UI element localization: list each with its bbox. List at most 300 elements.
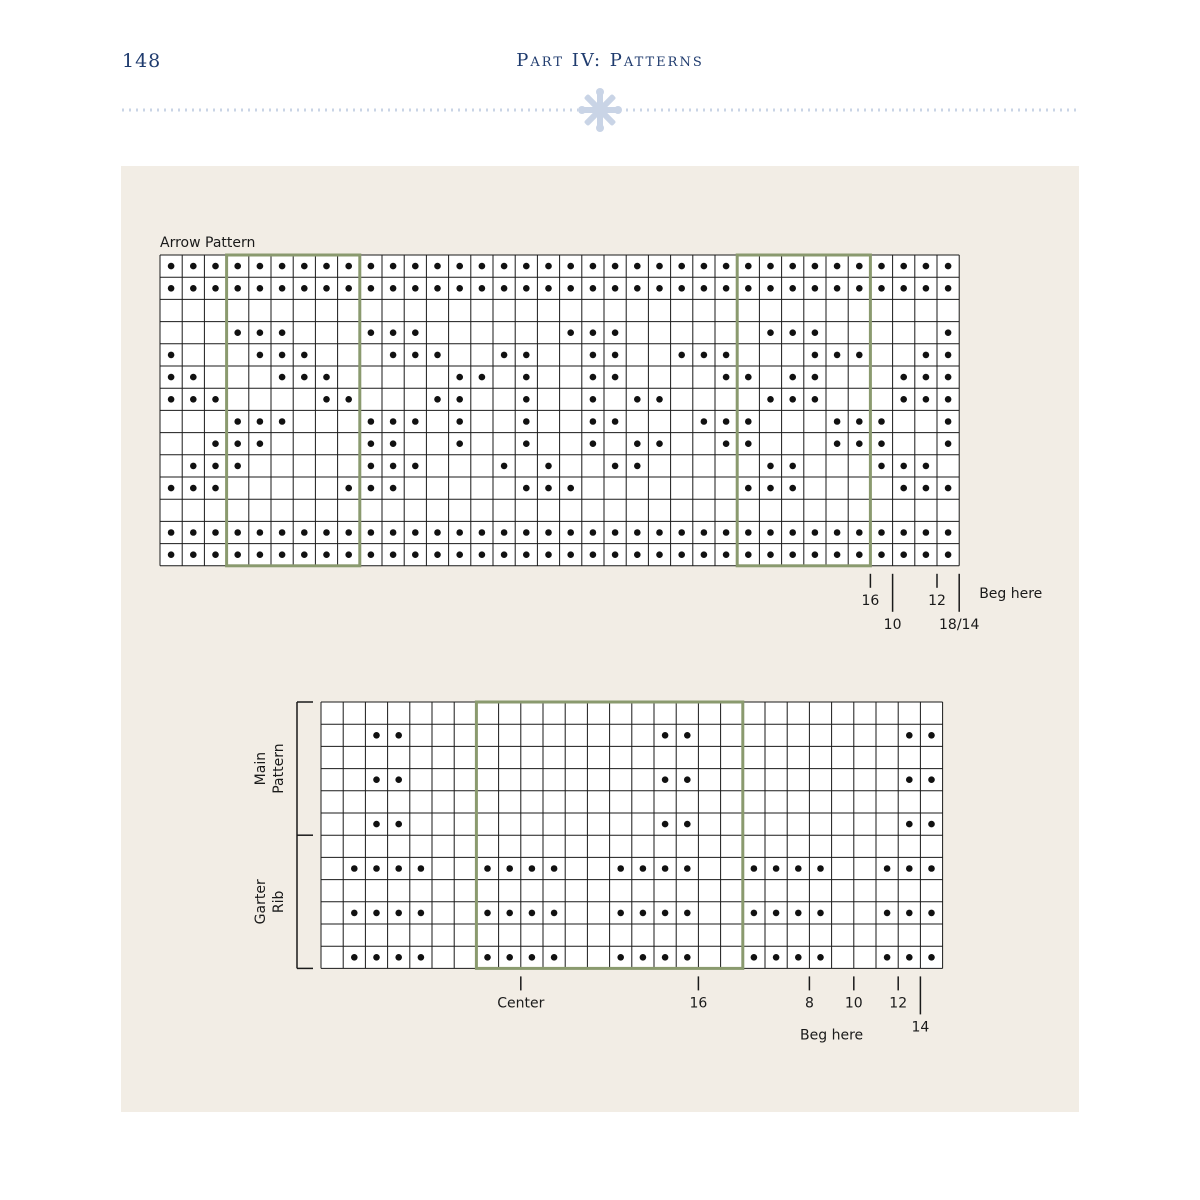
rib-purl-dot [395,732,402,739]
arrow-purl-dot [234,551,241,558]
rib-purl-dot [906,821,913,828]
arrow-purl-dot [945,329,952,336]
arrow-purl-dot [412,329,419,336]
arrow-purl-dot [368,463,375,470]
arrow-purl-dot [745,551,752,558]
arrow-purl-dot [168,551,175,558]
rib-purl-dot [751,865,758,872]
rib-purl-dot [773,954,780,961]
arrow-purl-dot [501,551,508,558]
arrow-purl-dot [168,374,175,381]
arrow-purl-dot [301,352,308,359]
rib-purl-dot [506,865,513,872]
arrow-purl-dot [190,551,197,558]
arrow-purl-dot [834,551,841,558]
arrow-purl-dot [767,329,774,336]
arrow-purl-dot [567,263,574,270]
arrow-purl-dot [390,551,397,558]
arrow-purl-dot [368,329,375,336]
rib-purl-dot [484,910,491,917]
arrow-purl-dot [590,396,597,403]
arrow-purl-dot [234,418,241,425]
arrow-purl-dot [812,285,819,292]
arrow-purl-dot [812,551,819,558]
rib-purl-dot [529,954,536,961]
rib-purl-dot [684,776,691,783]
arrow-purl-dot [701,285,708,292]
arrow-purl-dot [789,463,796,470]
rib-purl-dot [884,910,891,917]
rib-purl-dot [617,954,624,961]
arrow-purl-dot [634,263,641,270]
rib-purl-dot [906,954,913,961]
arrow-purl-dot [168,352,175,359]
arrow-purl-dot [678,352,685,359]
arrow-purl-dot [257,418,264,425]
arrow-purl-dot [656,440,663,447]
arrow-purl-dot [279,329,286,336]
arrow-purl-dot [812,329,819,336]
arrow-purl-dot [745,263,752,270]
arrow-purl-dot [634,529,641,536]
arrow-purl-dot [301,551,308,558]
rib-purl-dot [684,865,691,872]
arrow-purl-dot [545,485,552,492]
arrow-purl-dot [923,551,930,558]
arrow-purl-dot [767,396,774,403]
arrow-purl-dot [390,352,397,359]
rib-purl-dot [395,910,402,917]
rib-purl-dot [395,865,402,872]
arrow-purl-dot [590,418,597,425]
arrow-purl-dot [900,463,907,470]
arrow-purl-dot [723,529,730,536]
arrow-purl-dot [301,374,308,381]
rib-purl-dot [928,910,935,917]
rib-purl-dot [684,954,691,961]
arrow-purl-dot [590,551,597,558]
arrow-purl-dot [234,285,241,292]
arrow-purl-dot [257,285,264,292]
rib-purl-dot [395,776,402,783]
rib-purl-dot [551,865,558,872]
arrow-purl-dot [323,263,330,270]
arrow-purl-dot [634,551,641,558]
arrow-purl-dot [390,463,397,470]
arrow-marker-label: 10 [883,616,902,633]
arrow-purl-dot [812,263,819,270]
arrow-purl-dot [212,463,219,470]
rib-purl-dot [551,954,558,961]
rib-purl-dot [773,910,780,917]
arrow-purl-dot [590,285,597,292]
arrow-marker-label: 12 [928,592,946,609]
arrow-purl-dot [789,329,796,336]
arrow-purl-dot [745,440,752,447]
arrow-purl-dot [634,285,641,292]
rib-purl-dot [662,910,669,917]
rib-purl-dot [684,821,691,828]
arrow-purl-dot [390,285,397,292]
page-number: 148 [122,50,162,72]
arrow-purl-dot [656,285,663,292]
rib-purl-dot [418,910,425,917]
rib-section-label: Rib [271,890,287,914]
arrow-purl-dot [723,374,730,381]
arrow-purl-dot [456,396,463,403]
arrow-purl-dot [856,551,863,558]
arrow-purl-dot [523,529,530,536]
arrow-purl-dot [834,352,841,359]
rib-section-label: Main [253,751,269,786]
arrow-purl-dot [723,440,730,447]
arrow-purl-dot [345,396,352,403]
arrow-purl-dot [168,396,175,403]
arrow-purl-dot [834,418,841,425]
arrow-purl-dot [678,285,685,292]
arrow-purl-dot [390,529,397,536]
arrow-purl-dot [878,551,885,558]
rib-purl-dot [662,776,669,783]
arrow-purl-dot [767,551,774,558]
rib-purl-dot [928,865,935,872]
arrow-purl-dot [856,285,863,292]
arrow-purl-dot [767,285,774,292]
arrow-purl-dot [234,463,241,470]
arrow-purl-dot [434,352,441,359]
arrow-purl-dot [834,263,841,270]
arrow-purl-dot [545,551,552,558]
arrow-purl-dot [501,529,508,536]
arrow-purl-dot [923,263,930,270]
rib-purl-dot [684,732,691,739]
arrow-purl-dot [701,529,708,536]
arrow-purl-dot [701,551,708,558]
arrow-purl-dot [368,285,375,292]
arrow-purl-dot [634,463,641,470]
arrow-purl-dot [612,463,619,470]
arrow-purl-dot [945,285,952,292]
arrow-purl-dot [456,440,463,447]
rib-purl-dot [529,910,536,917]
arrow-purl-dot [767,529,774,536]
arrow-purl-dot [923,529,930,536]
rib-purl-dot [395,954,402,961]
arrow-purl-dot [501,285,508,292]
arrow-purl-dot [634,440,641,447]
arrow-purl-dot [945,418,952,425]
arrow-purl-dot [501,352,508,359]
arrow-chart-title: Arrow Pattern [160,235,256,251]
arrow-purl-dot [834,529,841,536]
arrow-purl-dot [412,263,419,270]
rib-purl-dot [551,910,558,917]
arrow-purl-dot [212,263,219,270]
rib-marker-label: 10 [844,995,863,1012]
arrow-purl-dot [945,374,952,381]
arrow-purl-dot [279,285,286,292]
arrow-purl-dot [257,440,264,447]
arrow-purl-dot [412,418,419,425]
arrow-purl-dot [190,463,197,470]
arrow-purl-dot [567,485,574,492]
arrow-purl-dot [745,285,752,292]
rib-purl-dot [662,732,669,739]
arrow-marker-label: 16 [861,592,880,609]
rib-section-label: Pattern [271,743,287,794]
arrow-purl-dot [368,485,375,492]
arrow-purl-dot [923,285,930,292]
arrow-purl-dot [923,374,930,381]
arrow-purl-dot [434,551,441,558]
arrow-purl-dot [612,418,619,425]
arrow-purl-dot [523,485,530,492]
arrow-purl-dot [923,352,930,359]
arrow-purl-dot [212,529,219,536]
arrow-purl-dot [834,440,841,447]
arrow-purl-dot [701,263,708,270]
rib-marker-label: 14 [911,1019,930,1036]
arrow-purl-dot [567,551,574,558]
arrow-purl-dot [812,352,819,359]
arrow-purl-dot [479,529,486,536]
rib-purl-dot [795,910,802,917]
arrow-purl-dot [279,551,286,558]
arrow-purl-dot [590,263,597,270]
arrow-purl-dot [368,529,375,536]
arrow-purl-dot [257,352,264,359]
arrow-purl-dot [323,551,330,558]
arrow-pattern-chart [160,255,1042,633]
arrow-purl-dot [567,329,574,336]
arrow-purl-dot [723,352,730,359]
arrow-purl-dot [523,352,530,359]
rib-purl-dot [418,954,425,961]
rib-purl-dot [484,954,491,961]
arrow-purl-dot [656,529,663,536]
arrow-purl-dot [678,529,685,536]
rib-purl-dot [662,865,669,872]
arrow-purl-dot [523,263,530,270]
arrow-purl-dot [545,285,552,292]
arrow-purl-dot [168,263,175,270]
arrow-purl-dot [590,529,597,536]
arrow-purl-dot [456,374,463,381]
rib-purl-dot [529,865,536,872]
rib-purl-dot [617,865,624,872]
arrow-purl-dot [412,352,419,359]
arrow-purl-dot [456,551,463,558]
rib-purl-dot [351,910,358,917]
arrow-purl-dot [878,463,885,470]
arrow-purl-dot [234,329,241,336]
arrow-purl-dot [168,529,175,536]
arrow-purl-dot [878,440,885,447]
arrow-purl-dot [301,263,308,270]
rib-purl-dot [884,954,891,961]
arrow-purl-dot [279,529,286,536]
arrow-purl-dot [945,263,952,270]
arrow-purl-dot [723,418,730,425]
arrow-purl-dot [479,285,486,292]
arrow-purl-dot [923,396,930,403]
rib-purl-dot [418,865,425,872]
rib-purl-dot [884,865,891,872]
arrow-purl-dot [856,440,863,447]
arrow-purl-dot [434,396,441,403]
arrow-purl-dot [745,485,752,492]
arrow-purl-dot [345,529,352,536]
rib-purl-dot [795,954,802,961]
rib-purl-dot [662,821,669,828]
arrow-purl-dot [456,418,463,425]
arrow-purl-dot [323,529,330,536]
arrow-purl-dot [789,374,796,381]
arrow-purl-dot [412,551,419,558]
arrow-purl-dot [789,396,796,403]
arrow-purl-dot [612,263,619,270]
rib-purl-dot [640,865,647,872]
arrow-beg-here-label: Beg here [979,585,1043,602]
rib-purl-dot [906,865,913,872]
arrow-purl-dot [345,263,352,270]
arrow-purl-dot [612,374,619,381]
rib-purl-dot [373,910,380,917]
rib-purl-dot [928,732,935,739]
arrow-purl-dot [279,418,286,425]
rib-purl-dot [928,821,935,828]
garter-rib-chart [253,702,943,1043]
rib-purl-dot [817,865,824,872]
arrow-purl-dot [767,263,774,270]
arrow-purl-dot [945,440,952,447]
rib-purl-dot [684,910,691,917]
arrow-purl-dot [279,374,286,381]
arrow-purl-dot [390,418,397,425]
rib-purl-dot [640,954,647,961]
arrow-purl-dot [656,396,663,403]
arrow-purl-dot [456,263,463,270]
arrow-purl-dot [212,285,219,292]
arrow-purl-dot [523,418,530,425]
arrow-purl-dot [523,551,530,558]
arrow-purl-dot [323,374,330,381]
rib-purl-dot [928,954,935,961]
arrow-purl-dot [900,374,907,381]
rib-purl-dot [617,910,624,917]
arrow-purl-dot [812,396,819,403]
arrow-purl-dot [701,418,708,425]
arrow-purl-dot [900,263,907,270]
rib-purl-dot [484,865,491,872]
arrow-purl-dot [789,285,796,292]
arrow-purl-dot [723,263,730,270]
rib-purl-dot [817,954,824,961]
arrow-purl-dot [834,285,841,292]
arrow-purl-dot [900,285,907,292]
arrow-purl-dot [279,263,286,270]
arrow-purl-dot [234,263,241,270]
arrow-purl-dot [590,440,597,447]
arrow-purl-dot [767,485,774,492]
arrow-purl-dot [523,374,530,381]
rib-purl-dot [351,954,358,961]
arrow-purl-dot [190,263,197,270]
arrow-purl-dot [701,352,708,359]
arrow-purl-dot [612,352,619,359]
arrow-purl-dot [656,551,663,558]
arrow-purl-dot [745,529,752,536]
arrow-purl-dot [190,529,197,536]
arrow-purl-dot [390,329,397,336]
arrow-purl-dot [501,463,508,470]
arrow-purl-dot [190,285,197,292]
arrow-purl-dot [390,485,397,492]
arrow-purl-dot [390,440,397,447]
rib-purl-dot [906,776,913,783]
rib-purl-dot [906,910,913,917]
arrow-purl-dot [456,285,463,292]
arrow-purl-dot [323,396,330,403]
arrow-purl-dot [234,529,241,536]
arrow-purl-dot [234,440,241,447]
arrow-purl-dot [390,263,397,270]
arrow-purl-dot [923,463,930,470]
arrow-purl-dot [634,396,641,403]
arrow-purl-dot [945,551,952,558]
arrow-purl-dot [523,285,530,292]
arrow-purl-dot [434,263,441,270]
arrow-purl-dot [856,352,863,359]
arrow-purl-dot [323,285,330,292]
rib-purl-dot [795,865,802,872]
arrow-purl-dot [190,485,197,492]
arrow-purl-dot [590,352,597,359]
rib-purl-dot [373,776,380,783]
arrow-purl-dot [745,418,752,425]
rib-section-label: Garter [253,879,269,925]
arrow-purl-dot [545,529,552,536]
arrow-purl-dot [412,285,419,292]
arrow-purl-dot [279,352,286,359]
arrow-purl-dot [501,263,508,270]
arrow-purl-dot [345,485,352,492]
arrow-purl-dot [612,285,619,292]
arrow-purl-dot [789,551,796,558]
arrow-purl-dot [257,529,264,536]
rib-purl-dot [751,954,758,961]
arrow-purl-dot [479,374,486,381]
rib-purl-dot [506,954,513,961]
arrow-purl-dot [212,440,219,447]
arrow-purl-dot [168,285,175,292]
arrow-purl-dot [789,263,796,270]
arrow-purl-dot [168,485,175,492]
arrow-purl-dot [412,463,419,470]
rib-purl-dot [928,776,935,783]
rib-purl-dot [395,821,402,828]
rib-purl-dot [773,865,780,872]
rib-purl-dot [817,910,824,917]
rib-purl-dot [506,910,513,917]
arrow-purl-dot [745,374,752,381]
arrow-purl-dot [789,485,796,492]
arrow-purl-dot [900,396,907,403]
rib-marker-label: 12 [889,995,908,1012]
rib-marker-label: 8 [804,995,814,1012]
rib-beg-here-label: Beg here [800,1027,864,1044]
running-head: Part IV: Patterns [516,50,704,71]
